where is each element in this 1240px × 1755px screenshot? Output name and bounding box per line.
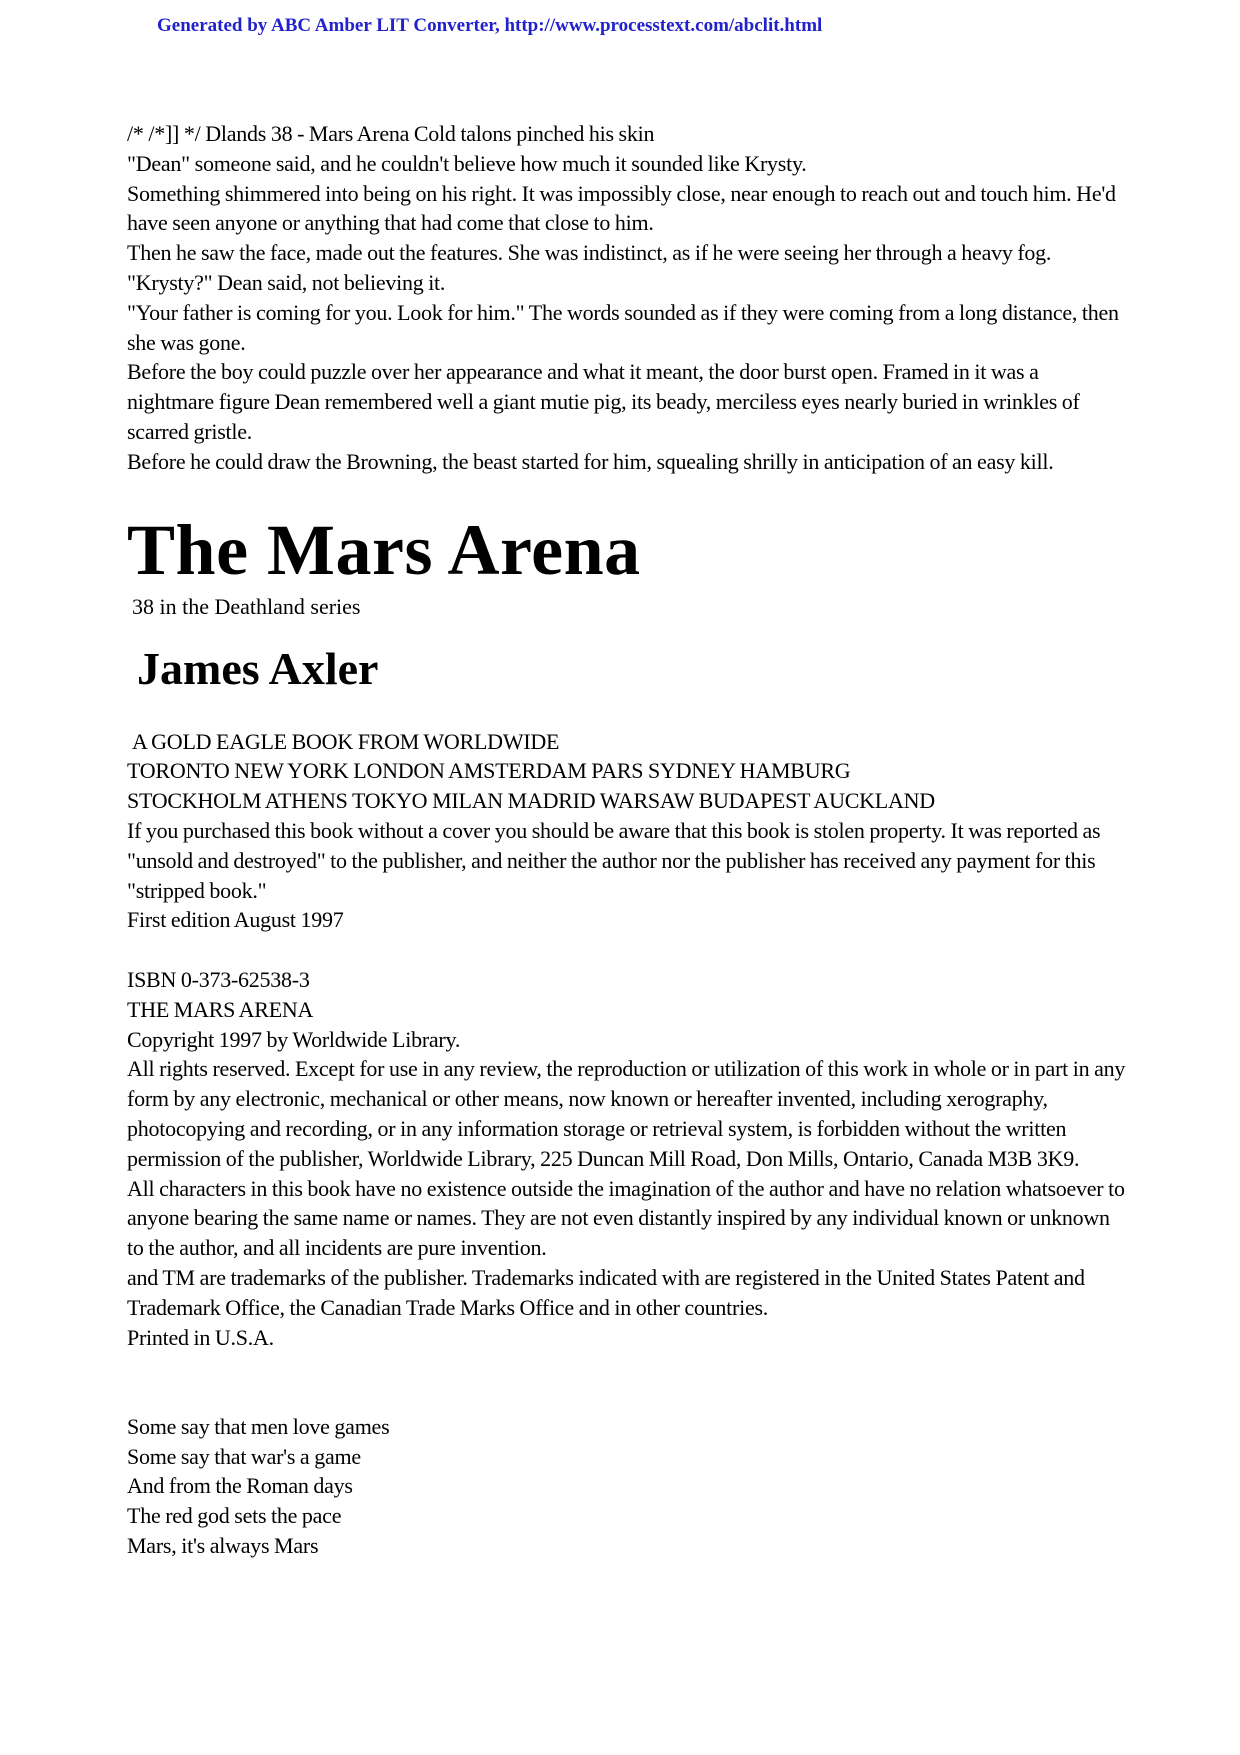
intro-paragraph: Before he could draw the Browning, the beast started for him, squealing shrilly in anticipation of an easy kill.	[127, 448, 1054, 474]
cover-notice: If you purchased this book without a cover you should be aware that this book is stolen property. It was reported as "unsold and destroyed" to the publisher, and neither the author nor the publisher has received any payment for this "stripped book."	[127, 817, 1101, 903]
intro-paragraph: Before the boy could puzzle over her appearance and what it meant, the door burst open. Framed in it was a nightmare figure Dean remembered well a giant mutie pig, its beady, merciless eyes nearly buried in wrinkles of scarred gristle.	[127, 359, 1080, 444]
verse-line: The red god sets the pace	[127, 1503, 342, 1529]
intro-paragraph: Something shimmered into being on his right. It was impossibly close, near enough to reach out and touch him. He'd have seen anyone or anything that had come that close to him.	[127, 180, 1116, 236]
verse-line: Mars, it's always Mars	[127, 1533, 319, 1559]
trademark-notice: and TM are trademarks of the publisher. Trademarks indicated with are registered in the United States Patent and Trademark Office, the Canadian Trade Marks Office and in other countries.	[127, 1264, 1085, 1320]
cities-line: STOCKHOLM ATHENS TOKYO MILAN MADRID WARSAW BUDAPEST AUCKLAND	[127, 788, 935, 814]
printed-line: Printed in U.S.A.	[127, 1324, 274, 1350]
intro-paragraph: Then he saw the face, made out the features. She was indistinct, as if he were seeing her through a heavy fog. "Krysty?" Dean said, not believing it.	[127, 240, 1052, 295]
book-title: The Mars Arena	[127, 509, 641, 590]
intro-paragraph: "Dean" someone said, and he couldn't believe how much it sounded like Krysty.	[127, 150, 807, 176]
fiction-notice: All characters in this book have no existence outside the imagination of the author and have no relation whatsoever to anyone bearing the same name or names. They are not even distantly inspired by any individual known or unknown to the author, and all incidents are pure invention.	[127, 1175, 1125, 1261]
document-body	[127, 119, 1127, 1561]
publisher-block	[127, 727, 1127, 936]
verse-line: And from the Roman days	[127, 1473, 353, 1499]
copyright-line: Copyright 1997 by Worldwide Library.	[127, 1026, 461, 1052]
epigraph-verse	[127, 1412, 1127, 1561]
title-caps-line: THE MARS ARENA	[127, 996, 314, 1022]
converter-header-link[interactable]: Generated by ABC Amber LIT Converter, http://www.processtext.com/abclit.html	[157, 15, 823, 36]
verse-line: Some say that men love games	[127, 1413, 390, 1439]
intro-excerpt	[127, 119, 1127, 477]
edition-line: First edition August 1997	[127, 907, 344, 933]
author-name: James Axler	[137, 642, 379, 694]
intro-paragraph: "Your father is coming for you. Look for him." The words sounded as if they were coming from a long distance, then she was gone.	[127, 299, 1119, 355]
isbn-line: ISBN 0-373-62538-3	[127, 966, 310, 992]
copyright-block	[127, 965, 1127, 1352]
spacer	[127, 935, 1127, 965]
imprint-line: A GOLD EAGLE BOOK FROM WORLDWIDE	[132, 728, 560, 754]
series-subtitle: 38 in the Deathland series	[132, 593, 361, 619]
cities-line: TORONTO NEW YORK LONDON AMSTERDAM PARS SYDNEY HAMBURG	[127, 758, 851, 784]
rights-paragraph: All rights reserved. Except for use in any review, the reproduction or utilization of this work in whole or in part in any form by any electronic, mechanical or other means, now known or hereafter invented, including xerography, photocopying and recording, or in any information storage or retrieval system, is forbidden without the written permission of the publisher, Worldwide Library, 225 Duncan Mill Road, Don Mills, Ontario, Canada M3B 3K9.	[127, 1056, 1126, 1171]
verse-line: Some say that war's a game	[127, 1443, 361, 1469]
intro-paragraph: /* /*]] */ Dlands 38 - Mars Arena Cold talons pinched his skin	[127, 121, 655, 146]
spacer	[127, 1352, 1127, 1412]
